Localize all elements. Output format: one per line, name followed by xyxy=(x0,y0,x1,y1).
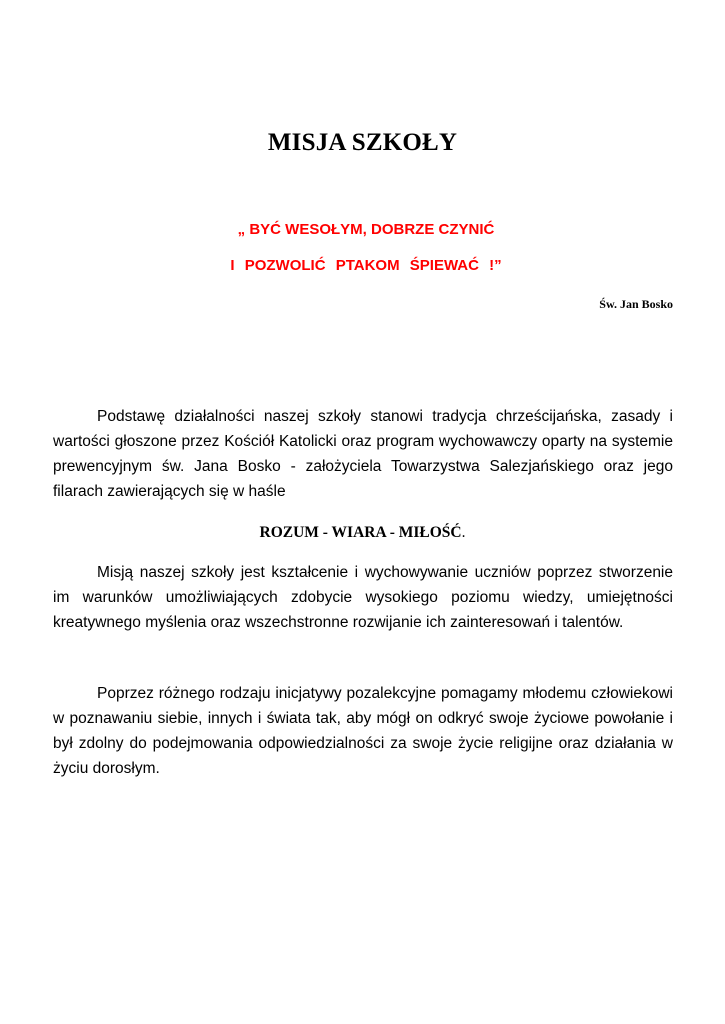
slogan-text: ROZUM - WIARA - MIŁOŚĆ xyxy=(259,524,462,541)
paragraph-foundation: Podstawę działalności naszej szkoły stanowi tradycja chrześcijańska, zasady i wartości głoszone przez Kościół Katolicki oraz program wychowawczy oparty na systemie prewencyjnym św. Jana Bosko - założyciela Towarzystwa Salezjańskiego oraz jego filarach zawierających się w haśle xyxy=(53,408,673,500)
paragraph-initiatives: Poprzez różnego rodzaju inicjatywy pozalekcyjne pomagamy młodemu człowiekowi w poznawaniu siebie, innych i świata tak, aby mógł on odkryć swoje życiowe powołanie i był zdolny do podejmowania odpowiedzialności za swoje życie religijne oraz działania w życiu dorosłym. xyxy=(53,685,673,777)
paragraph-mission: Misją naszej szkoły jest kształcenie i wychowywanie uczniów poprzez stworzenie im warunków umożliwiających zdobycie wysokiego poziomu wiedzy, umiejętności kreatywnego myślenia oraz wszechstronne rozwijanie ich zainteresowań i talentów. xyxy=(53,564,673,631)
slogan xyxy=(0,524,725,542)
motto-line-2: I POZWOLIĆ PTAKOM ŚPIEWAĆ !” xyxy=(230,257,502,274)
motto-line-1: „ BYĆ WESOŁYM, DOBRZE CZYNIĆ xyxy=(237,221,495,238)
page-title: MISJA SZKOŁY xyxy=(267,129,458,156)
motto-attribution: Św. Jan Bosko xyxy=(599,297,673,311)
slogan-punctuation: . xyxy=(461,524,466,541)
